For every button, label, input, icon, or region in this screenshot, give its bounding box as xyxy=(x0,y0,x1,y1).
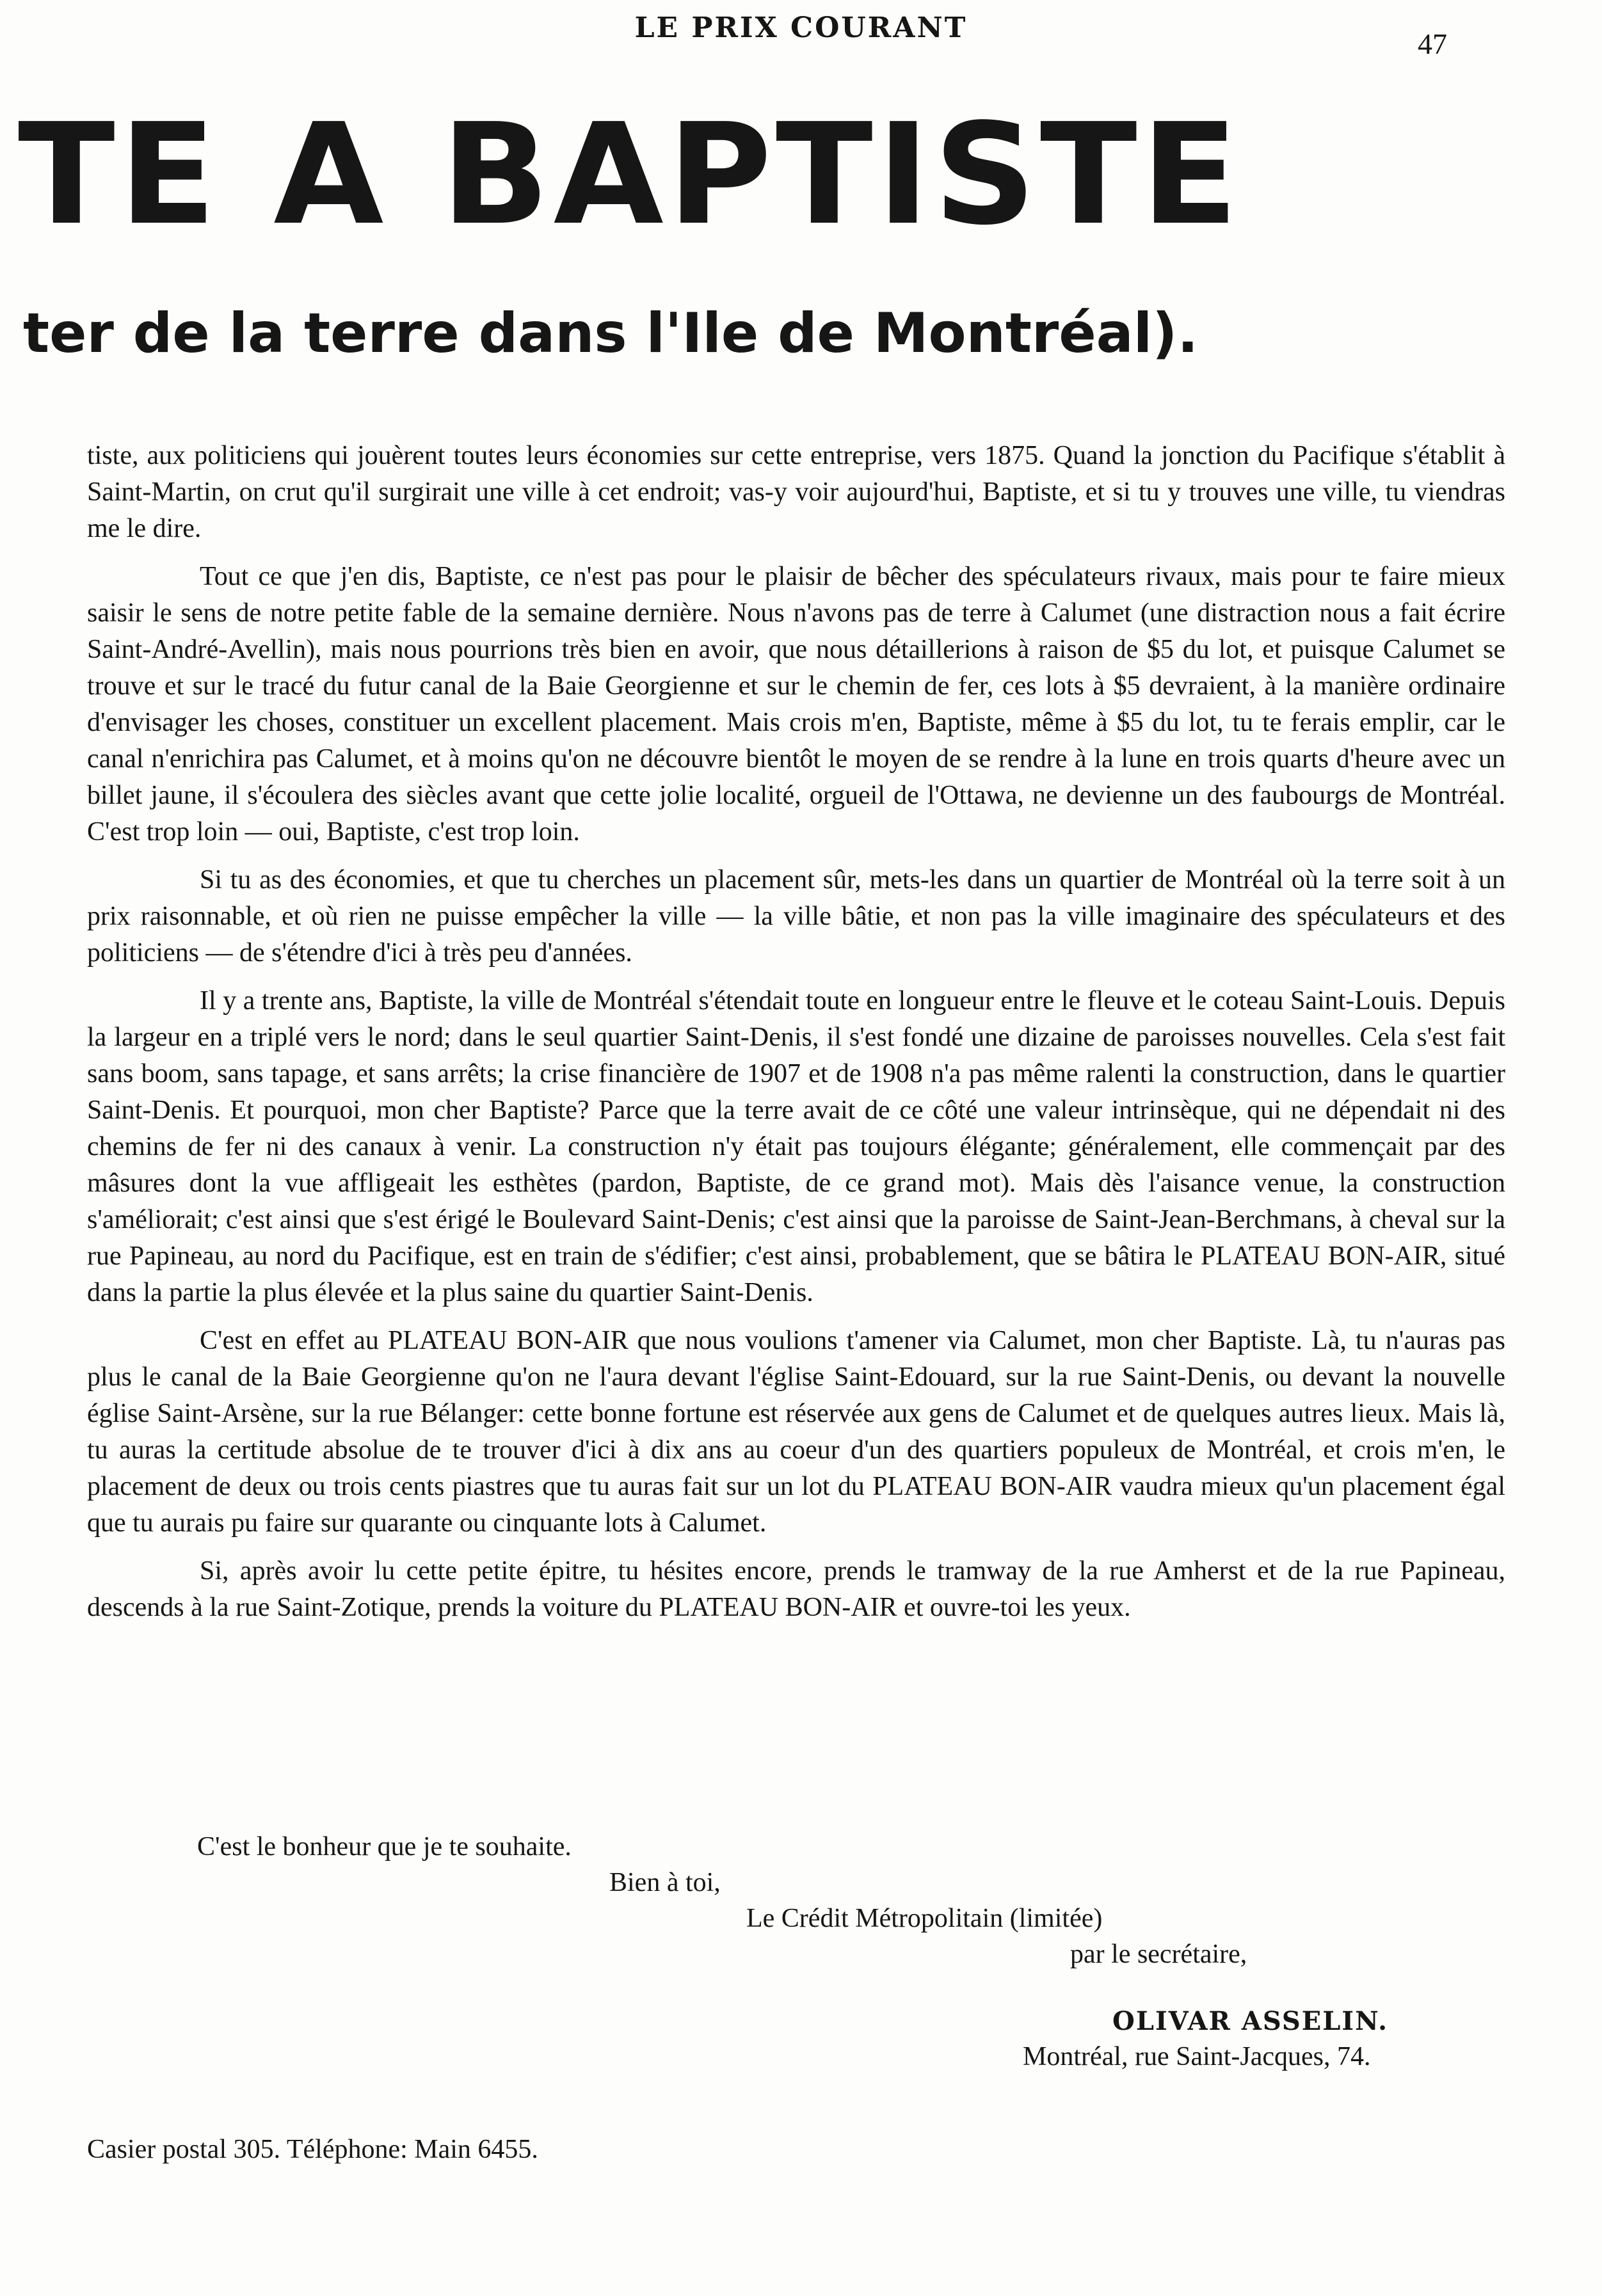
company-address: Montréal, rue Saint-Jacques, 74. xyxy=(1023,2042,1371,2071)
signed-by: par le secrétaire, xyxy=(1070,1940,1247,1969)
paragraph-5: C'est en effet au PLATEAU BON-AIR que nous voulions t'amener via Calumet, mon cher Baptiste. Là, tu n'auras pas plus le canal de la Baie Georgienne qu'on ne l'aura devant l'église Saint-Edouard, sur la rue Saint-Denis, ou devant la nouvelle église Saint-Arsène, sur la rue Bélanger: cette bonne fortune est réservée aux gens de Calumet et de quelques autres lieux. Mais là, tu auras la certitude absolue de te trouver d'ici à dix ans au coeur d'un des quartiers populeux de Montréal, et crois m'en, le placement de deux ou trois cents piastres que tu auras fait sur un lot du PLATEAU BON-AIR vaudra mieux qu'un placement égal que tu aurais pu faire sur quarante ou cinquante lots à Calumet. xyxy=(87,1326,1505,1538)
running-head: LE PRIX COURANT xyxy=(634,12,968,44)
subhead: ter de la terre dans l'Ile de Montréal). xyxy=(23,301,1199,365)
paragraph-3: Si tu as des économies, et que tu cherches un placement sûr, mets-les dans un quartier de Montréal où la terre soit à un prix raisonnable, et où rien ne puisse empêcher la ville — la ville bâtie, et non pas la ville imaginaire des spéculateurs et des politiciens — de s'étendre d'ici à très peu d'années. xyxy=(87,865,1505,968)
paragraph-1: tiste, aux politiciens qui jouèrent toutes leurs économies sur cette entreprise, vers 1875. Quand la jonction du Pacifique s'établit à Saint-Martin, on crut qu'il surgirait une ville à cet endroit; vas-y voir aujourd'hui, Baptiste, et si tu y trouves une ville, tu viendras me le dire. xyxy=(87,441,1505,543)
headline: TE A BAPTISTE xyxy=(18,94,1242,256)
closing-wish: C'est le bonheur que je te souhaite. xyxy=(197,1832,572,1862)
article-body xyxy=(87,438,1505,1638)
paragraph-6: Si, après avoir lu cette petite épitre, tu hésites encore, prends le tramway de la rue Amherst et de la rue Papineau, descends à la rue Saint-Zotique, prends la voiture du PLATEAU BON-AIR et ouvre-toi les yeux. xyxy=(87,1556,1505,1622)
paragraph-4: Il y a trente ans, Baptiste, la ville de Montréal s'étendait toute en longueur entre le fleuve et le coteau Saint-Louis. Depuis la largeur en a triplé vers le nord; dans le seul quartier Saint-Denis, il s'est fondé une dizaine de paroisses nouvelles. Cela s'est fait sans boom, sans tapage, et sans arrêts; la crise financière de 1907 et de 1908 n'a pas même ralenti la construction, dans le quartier Saint-Denis. Et pourquoi, mon cher Baptiste? Parce que la terre avait de ce côté une valeur intrinsèque, qui ne dépendait ni des chemins de fer ni des canaux à venir. La construction n'y était pas toujours élégante; généralement, elle commençait par des mâsures dont la vue affligeait les esthètes (pardon, Baptiste, de ce grand mot). Mais dès l'aisance venue, la construction s'améliorait; c'est ainsi que s'est érigé le Boulevard Saint-Denis; c'est ainsi que la paroisse de Saint-Jean-Berchmans, à cheval sur la rue Papineau, au nord du Pacifique, est en train de s'édifier; c'est ainsi, probablement, que se bâtira le PLATEAU BON-AIR, situé dans la partie la plus élevée et la plus saine du quartier Saint-Denis. xyxy=(87,986,1505,1307)
closing-regards: Bien à toi, xyxy=(609,1868,721,1897)
company-name: Le Crédit Métropolitain (limitée) xyxy=(746,1904,1103,1933)
footer-contact: Casier postal 305. Téléphone: Main 6455. xyxy=(87,2135,538,2164)
signatory-name: OLIVAR ASSELIN. xyxy=(1112,2006,1388,2036)
page-number: 47 xyxy=(1418,28,1447,60)
paragraph-2: Tout ce que j'en dis, Baptiste, ce n'est pas pour le plaisir de bêcher des spéculateurs rivaux, mais pour te faire mieux saisir le sens de notre petite fable de la semaine dernière. Nous n'avons pas de terre à Calumet (une distraction nous a fait écrire Saint-André-Avellin), mais nous pourrions très bien en avoir, que nous détaillerions à raison de $5 du lot, et puisque Calumet se trouve et sur le tracé du futur canal de la Baie Georgienne et sur le chemin de fer, ces lots à $5 devraient, à la manière ordinaire d'envisager les choses, constituer un excellent placement. Mais crois m'en, Baptiste, même à $5 du lot, tu te ferais emplir, car le canal n'enrichira pas Calumet, et à moins qu'on ne découvre bientôt le moyen de se rendre à la lune en trois quarts d'heure avec un billet jaune, il s'écoulera des siècles avant que cette jolie localité, orgueil de l'Ottawa, ne devienne un des faubourgs de Montréal. C'est trop loin — oui, Baptiste, c'est trop loin. xyxy=(87,562,1505,847)
